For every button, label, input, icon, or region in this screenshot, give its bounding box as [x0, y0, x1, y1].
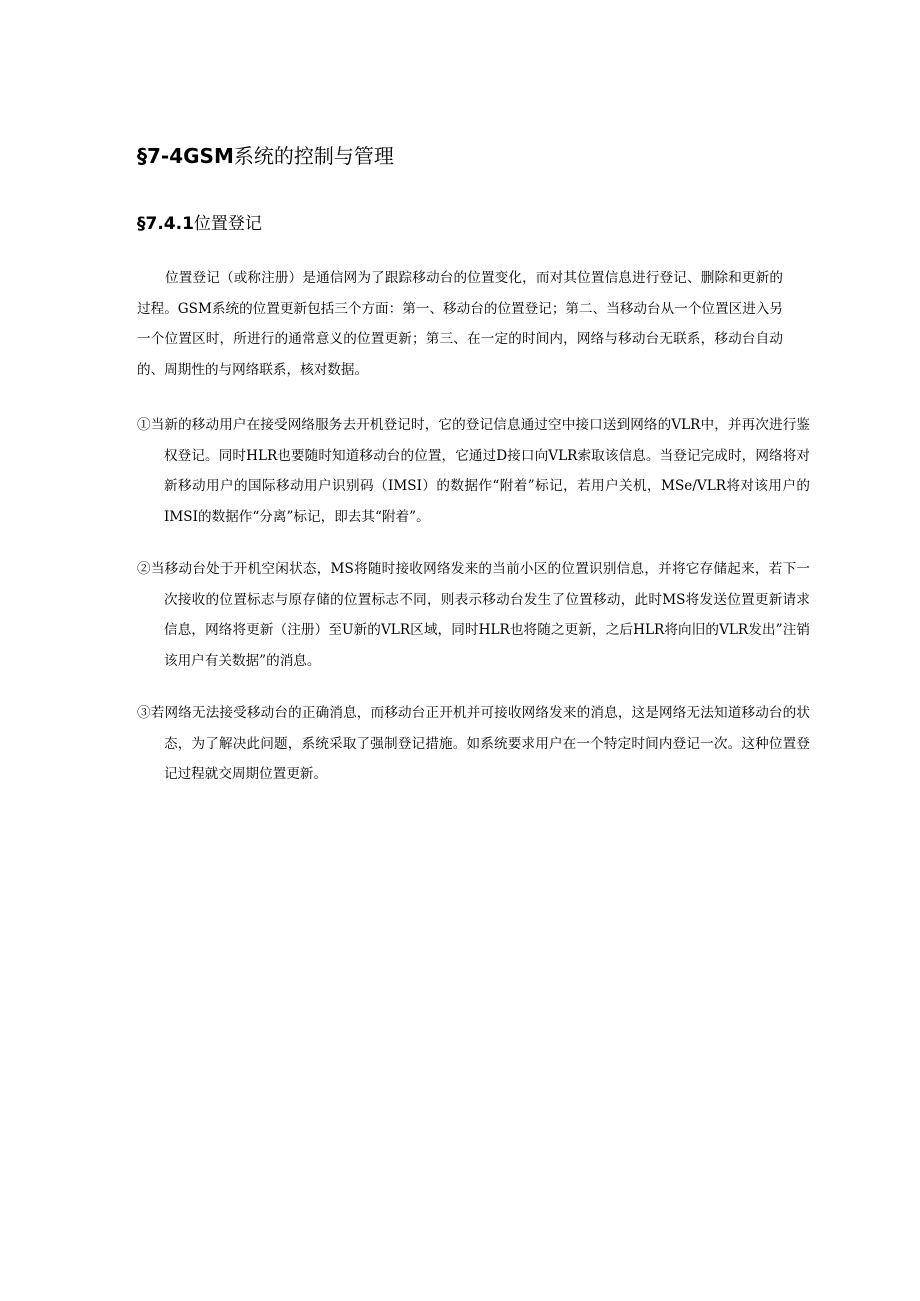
subsection-number: §7.4.1	[137, 214, 194, 234]
list-item-3: ③若网络无法接受移动台的正确消息，而移动台正开机并可接收网络发来的消息，这是网络无法知道移动台的状态，为了解决此问题，系统采取了强制登记措施。如系统要求用户在一个特定时间内登记一次。这种位置登记过程就交周期位置更新。	[137, 705, 810, 782]
subsection-title: 位置登记	[193, 214, 262, 234]
subsection-heading	[137, 212, 262, 236]
list-item-1: ①当新的移动用户在接受网络服务去开机登记时，它的登记信息通过空中接口送到网络的VLR中，并再次进行鉴权登记。同时HLR也要随时知道移动台的位置，它通过D接口向VLR索取该信息。当登记完成时，网络将对新移动用户的国际移动用户识别码（IMSI）的数据作“附着”标记，若用户关机，MSe/VLR将对该用户的IMSI的数据作“分离”标记，即去其“附着”。	[137, 417, 810, 525]
list-item-2: ②当移动台处于开机空闲状态，MS将随时接收网络发来的当前小区的位置识别信息，并将它存储起来，若下一次接收的位置标志与原存储的位置标志不同，则表示移动台发生了位置移动，此时MS将发送位置更新请求信息，网络将更新（注册）至U新的VLR区域，同时HLR也将随之更新，之后HLR将向旧的VLR发出”注销该用户有关数据”的消息。	[137, 561, 810, 669]
section-title: 系统的控制与管理	[233, 144, 394, 168]
section-heading	[137, 142, 394, 170]
intro-paragraph	[137, 263, 783, 385]
intro-text: （或称注册）是通信网为了跟踪移动台的位置变化，而对其位置信息进行登记、删除和更新的过程。GSM系统的位置更新包括三个方面：第一、移动台的位置登记；第二、当移动台从一个位置区进入另一个位置区时，所进行的通常意义的位置更新；第三、在一定的时间内，网络与移动台无联系，移动台自动的、周期性的与网络联系，核对数据。	[137, 270, 784, 378]
intro-term: 位置登记	[165, 270, 220, 286]
section-number: §7-4GSM	[137, 144, 234, 168]
